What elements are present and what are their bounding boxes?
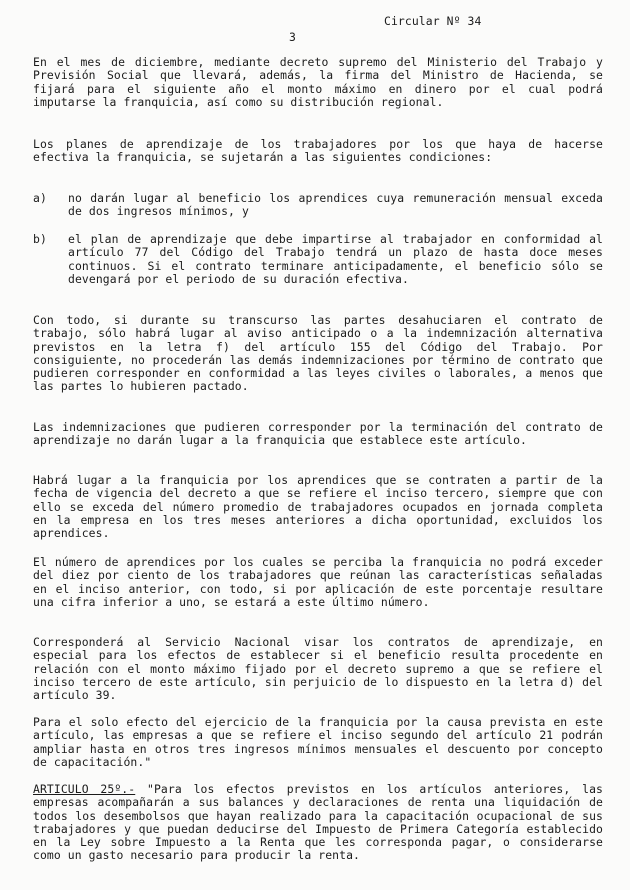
paragraph-article-25 [33, 783, 603, 863]
list-item-a-text: no darán lugar al beneficio los aprendices cuya remuneración mensual exceda de dos ingresos mínimos, y [68, 191, 603, 219]
list-item-a-label: a) [33, 191, 47, 205]
paragraph-indemnizaciones: Las indemnizaciones que pudieren corresponder por la terminación del contrato de aprendizaje no darán lugar a la franquicia que establece este artículo. [33, 420, 603, 448]
circular-reference: Circular Nº 34 [384, 14, 482, 28]
paragraph-numero-aprendices: El número de aprendices por los cuales se perciba la franquicia no podrá exceder del diez por ciento de los trabajadores que reúnan las características señaladas en el inciso anterior, con todo, si por aplicación de este porcentaje resultare una cifra inferior a uno, se estará a este último número. [33, 555, 603, 609]
paragraph-plans: Los planes de aprendizaje de los trabajadores por los que haya de hacerse efectiva la franquicia, se sujetarán a las siguientes condiciones: [33, 137, 603, 165]
article-heading: ARTICULO 25º.- [33, 782, 136, 796]
paragraph-con-todo: Con todo, si durante su transcurso las partes desahuciaren el contrato de trabajo, sólo habrá lugar al aviso anticipado o a la indemnización alternativa previstos en la letra f) del artículo 155 del Código del Trabajo. Por consiguiente, no procederán las demás indemnizaciones por término de contrato que pudieren corresponder en conformidad a las leyes civiles o laborales, a menos que las partes lo hubieren pactado. [33, 313, 603, 394]
list-item-b-label: b) [33, 232, 47, 246]
paragraph-solo-efecto: Para el solo efecto del ejercicio de la franquicia por la causa prevista en este artículo, las empresas a que se refiere el inciso segundo del artículo 21 podrán ampliar hasta en otros tres ingresos mínimos mensuales el descuento por concepto de capacitación." [33, 715, 603, 769]
list-item-b-text: el plan de aprendizaje que debe impartirse al trabajador en conformidad al artículo 77 del Código del Trabajo tendrá un plazo de hasta doce meses continuos. Si el contrato terminare anticipadamente, el beneficio sólo se devengará por el periodo de su duración efectiva. [68, 232, 603, 286]
article-text: "Para los efectos previstos en los artículos anteriores, las empresas acompañarán a sus balances y declaraciones de renta una liquidación de todos los desembolsos que hayan realizado para la capacitación ocupacional de sus trabajadores y que puedan deducirse del Impuesto de Primera Categoría establecido en la Ley sobre Impuesto a la Renta que les corresponda pagar, o considerarse como un gasto necesario para producir la renta. [33, 782, 603, 863]
paragraph-servicio-nacional: Corresponderá al Servicio Nacional visar los contratos de aprendizaje, en especial para los efectos de establecer si el beneficio resulta procedente en relación con el monto máximo fijado por el decreto supremo a que se refiere el inciso tercero de este artículo, sin perjuicio de lo dispuesto en la letra d) del artículo 39. [33, 635, 603, 703]
paragraph-habra-lugar: Habrá lugar a la franquicia por los aprendices que se contraten a partir de la fecha de vigencia del decreto a que se refiere el inciso tercero, siempre que con ello se exceda del número promedio de trabajadores ocupados en jornada completa en la empresa en los tres meses anteriores a dicha oportunidad, excluidos los aprendices. [33, 473, 603, 541]
paragraph-decree: En el mes de diciembre, mediante decreto supremo del Ministerio del Trabajo y Previsión Social que llevará, además, la firma del Ministro de Hacienda, se fijará para el siguiente año el monto máximo en dinero por el cual podrá imputarse la franquicia, así como su distribución regional. [33, 55, 603, 109]
page-number: 3 [289, 30, 296, 44]
